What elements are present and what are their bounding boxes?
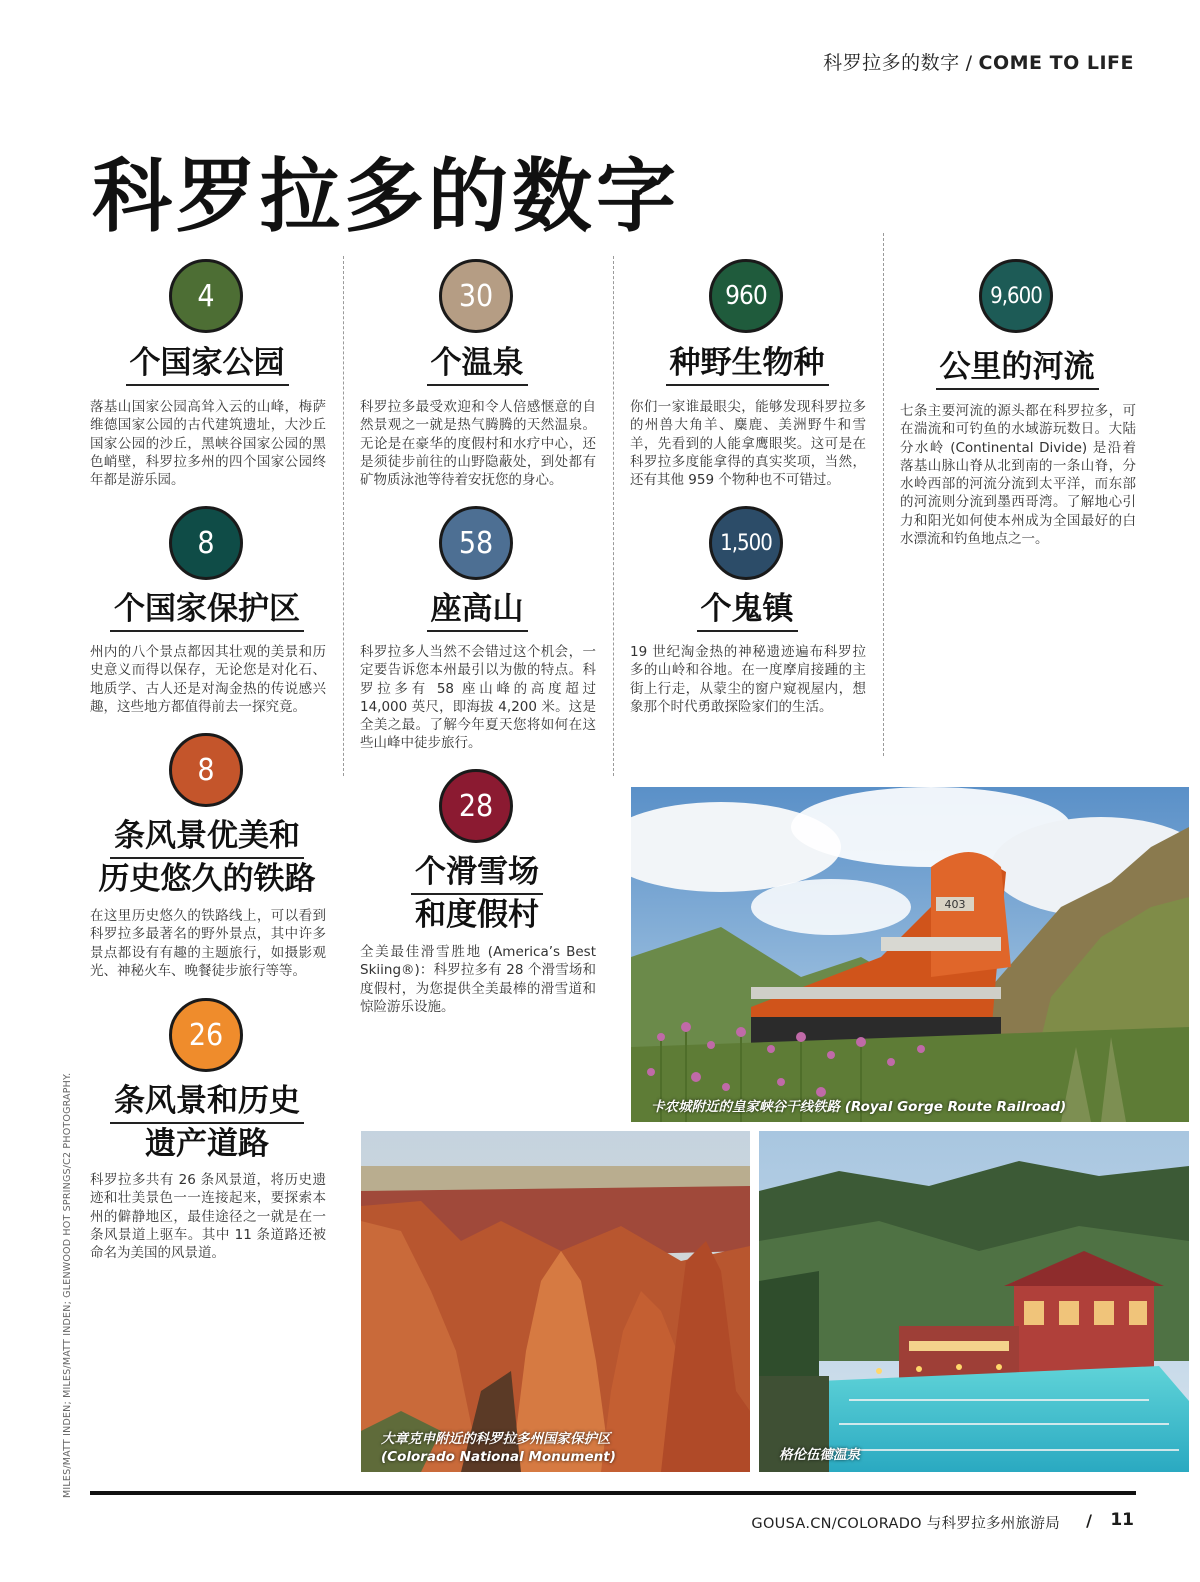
hotspring-photo-image (759, 1131, 1189, 1472)
stat-badge (439, 506, 513, 580)
stat-description: 七条主要河流的源头都在科罗拉多，可在湍流和可钓鱼的水域游玩数日。大陆分水岭 (Continental Divide) 是沿着落基山脉山脊从北到南的一条山脊，分水岭西部的河流分流到太平洋，而东部的河流则分流到墨西哥湾。了解地心引力和阳光如何使本州成为全国最好的白水漂流和钓鱼地点之一。 (900, 403, 1136, 548)
stat-description: 全美最佳滑雪胜地 (America’s Best Skiing®)：科罗拉多有 28 个滑雪场和度假村，为您提供全美最棒的滑雪道和惊险游乐设施。 (360, 944, 596, 1015)
stat-title-line: 条风景和历史 (110, 1081, 304, 1124)
page-number: 11 (1110, 1510, 1134, 1530)
train-photo-image (631, 787, 1189, 1122)
stat-title (357, 852, 597, 936)
stat-title-line: 个鬼镇 (697, 589, 798, 632)
stat-title (87, 816, 327, 900)
stat-title (627, 343, 867, 386)
stat-title-line: 个滑雪场 (411, 852, 543, 895)
column-divider (883, 233, 884, 756)
stat-title-line: 种野生物种 (666, 343, 829, 386)
stat-badge (439, 769, 513, 843)
stat-description: 科罗拉多最受欢迎和令人倍感惬意的自然景观之一就是热气腾腾的天然温泉。无论是在豪华的度假村和水疗中心，还是须徒步前往的山野隐蔽处，到处都有矿物质泳池等待着安抚您的身心。 (360, 399, 596, 489)
section-header-separator: / (965, 52, 973, 74)
stat-number: 1,500 (720, 530, 772, 556)
stat-title (357, 343, 597, 386)
stat-title-line: 公里的河流 (936, 347, 1099, 390)
monument-caption-line: (Colorado National Monument) (381, 1449, 616, 1465)
stat-description: 州内的八个景点都因其壮观的美景和历史意义而得以保存，无论您是对化石、地质学、古人还是对淘金热的传说感兴趣，这些地方都值得前去一探究竟。 (90, 644, 326, 715)
stat-description: 在这里历史悠久的铁路线上，可以看到科罗拉多最著名的野外景点，其中许多景点都设有有趣的主题旅行，如摄影观光、神秘火车、晚餐徒步旅行等等。 (90, 908, 326, 979)
stat-title-line: 遗产道路 (145, 1126, 269, 1162)
column-divider (343, 256, 344, 776)
stat-number: 960 (725, 281, 767, 311)
stat-title-line: 个国家公园 (126, 343, 289, 386)
monument-caption-line: 大章克申附近的科罗拉多州国家保护区 (381, 1431, 611, 1447)
stat-number: 28 (458, 788, 494, 824)
hotspring-caption: 格伦伍德温泉 (779, 1447, 860, 1463)
stat-title (357, 589, 597, 632)
stat-badge (169, 259, 243, 333)
stat-title (87, 1081, 327, 1165)
hotspring-photo (759, 1131, 1189, 1472)
stat-description: 落基山国家公园高耸入云的山峰，梅萨维德国家公园的古代建筑遗址，大沙丘国家公园的沙丘，黑峡谷国家公园的黑色峭壁，科罗拉多州的四个国家公园终年都是游乐园。 (90, 399, 326, 489)
page-title: 科罗拉多的数字 (92, 150, 680, 243)
stat-title (627, 589, 867, 632)
stat-title-line: 条风景优美和 (110, 816, 304, 859)
footer-text: GOUSA.CN/COLORADO 与科罗拉多州旅游局 (751, 1516, 1060, 1532)
stat-badge (979, 259, 1053, 333)
stat-badge (169, 998, 243, 1072)
stat-number: 58 (458, 525, 494, 561)
monument-caption (381, 1430, 616, 1466)
stat-title-line: 个国家保护区 (110, 589, 304, 632)
footer-separator: / (1086, 1511, 1092, 1530)
stat-title-line: 历史悠久的铁路 (98, 861, 316, 897)
section-header (823, 48, 1134, 75)
stat-number: 8 (197, 525, 215, 561)
stat-title-line: 和度假村 (415, 897, 539, 933)
footer-rule (90, 1491, 1136, 1495)
photo-credit: MILES/MATT INDEN; MILES/MATT INDEN; GLENWOOD HOT SPRINGS/C2 PHOTOGRAPHY. (62, 1072, 73, 1498)
train-number: 403 (944, 898, 966, 911)
stat-description: 你们一家谁最眼尖，能够发现科罗拉多的州兽大角羊、麋鹿、美洲野牛和雪羊，先看到的人能拿鹰眼奖。这可是在科罗拉多度能拿得的真实奖项，当然，还有其他 959 个物种也不可错过。 (630, 399, 866, 489)
column-divider (613, 256, 614, 776)
stat-title (87, 343, 327, 386)
stat-badge (709, 259, 783, 333)
section-header-en: COME TO LIFE (978, 52, 1134, 74)
stat-description: 科罗拉多共有 26 条风景道，将历史遗迹和壮美景色一一连接起来，要探索本州的僻静地区，最佳途径之一就是在一条风景道上驱车。其中 11 条道路还被命名为美国的风景道。 (90, 1172, 326, 1262)
monument-photo-image (361, 1131, 750, 1472)
stat-description: 科罗拉多人当然不会错过这个机会，一定要告诉您本州最引以为傲的特点。科罗拉多有 58 座山峰的高度超过 14,000 英尺，即海拔 4,200 米。这是全美之最。了解今年夏天您将如何在这些山峰中徒步旅行。 (360, 644, 596, 752)
monument-photo (361, 1131, 750, 1472)
stat-description: 19 世纪淘金热的神秘遗迹遍布科罗拉多的山岭和谷地。在一度摩肩接踵的主街上行走，从蒙尘的窗户窥视屋内，想象那个时代勇敢探险家们的生活。 (630, 644, 866, 715)
section-header-cn: 科罗拉多的数字 (823, 52, 960, 74)
stat-title (87, 589, 327, 632)
stat-number: 30 (458, 278, 494, 314)
stat-number: 9,600 (990, 283, 1042, 309)
stat-number: 4 (197, 278, 215, 314)
stat-number: 26 (188, 1017, 224, 1053)
train-photo (631, 787, 1189, 1122)
stat-badge (709, 506, 783, 580)
stat-badge (439, 259, 513, 333)
stat-title-line: 座高山 (427, 589, 528, 632)
stat-title (897, 347, 1137, 390)
stat-title-line: 个温泉 (427, 343, 528, 386)
stat-number: 8 (197, 752, 215, 788)
train-caption: 卡农城附近的皇家峡谷干线铁路 (Royal Gorge Route Railroad) (651, 1099, 1067, 1115)
stat-badge (169, 506, 243, 580)
stat-badge (169, 733, 243, 807)
